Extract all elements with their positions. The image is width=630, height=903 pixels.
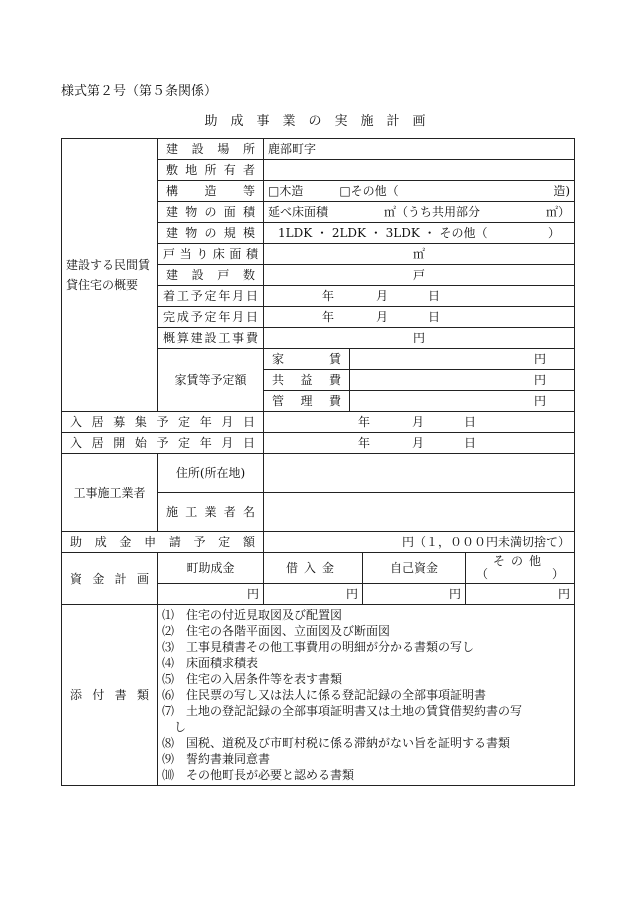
structure-suffix: 造): [553, 184, 571, 198]
start-date-label: 着工予定年月日: [158, 286, 264, 307]
cost-unit: 円: [413, 331, 426, 345]
contractor-address-value[interactable]: [264, 454, 575, 493]
start-year: 年: [322, 289, 335, 303]
land-owner-value[interactable]: [264, 160, 575, 181]
funding-unit: 円: [246, 587, 259, 601]
recruit-month: 月: [412, 415, 425, 429]
attachment-item: ⑹ 住民票の写し又は法人に係る登記記録の全部事項証明書: [162, 688, 487, 702]
area-unit: ㎡（うち共用部分: [384, 205, 481, 219]
funding-own-value[interactable]: [363, 584, 466, 605]
funding-other-paren-open: （: [476, 567, 489, 581]
move-in-year: 年: [358, 436, 371, 450]
plan-table: [61, 138, 575, 786]
structure-label: 構造等: [158, 181, 264, 202]
management-fee-unit: 円: [534, 394, 547, 408]
form-title: 助成事業の実施計画: [204, 114, 439, 129]
complete-day: 日: [428, 310, 441, 324]
funding-loan-value[interactable]: [264, 584, 363, 605]
unit-area-label: 戸当り床面積: [158, 244, 264, 265]
units-unit: 戸: [413, 268, 426, 282]
form-number: 様式第２号（第５条関係）: [61, 84, 218, 99]
start-date-value[interactable]: [264, 286, 575, 307]
contractor-name-label: 施工業者名: [158, 493, 264, 532]
move-in-month: 月: [412, 436, 425, 450]
cost-value[interactable]: [264, 328, 575, 349]
location-value[interactable]: 鹿部町字: [264, 139, 575, 160]
funding-unit: 円: [558, 587, 571, 601]
attachments-list: [158, 605, 575, 786]
funding-col-town-grant: 町助成金: [158, 553, 264, 584]
start-month: 月: [376, 289, 389, 303]
common-fee-unit: 円: [534, 373, 547, 387]
complete-date-value[interactable]: [264, 307, 575, 328]
recruit-year: 年: [358, 415, 371, 429]
structure-other-checkbox[interactable]: □その他（: [339, 184, 399, 198]
funding-col-loan: 借入金: [264, 553, 363, 584]
complete-year: 年: [322, 310, 335, 324]
structure-wood-checkbox[interactable]: □木造: [268, 184, 304, 198]
move-in-date-label: 入居開始予定年月日: [62, 433, 264, 454]
scale-end: ）: [548, 226, 561, 240]
complete-month: 月: [376, 310, 389, 324]
area-unit-end: ㎡）: [546, 205, 571, 219]
grant-value[interactable]: 円（１，０００円未満切捨て）: [264, 532, 575, 553]
scale-label: 建物の規模: [158, 223, 264, 244]
complete-date-label: 完成予定年月日: [158, 307, 264, 328]
attachment-item: ⑸ 住宅の入居条件等を表す書類: [162, 672, 343, 686]
land-owner-label: 敷地所有者: [158, 160, 264, 181]
area-label: 建物の面積: [158, 202, 264, 223]
cost-label: 概算建設工事費: [158, 328, 264, 349]
structure-value[interactable]: [264, 181, 575, 202]
contractor-name-value[interactable]: [264, 493, 575, 532]
management-fee-label: 管理費: [264, 391, 350, 412]
attachment-item: ⑶ 工事見積書その他工事費用の明細が分かる書類の写し: [162, 640, 475, 654]
funding-other-label: その他: [493, 554, 548, 568]
funding-unit: 円: [448, 587, 461, 601]
recruit-day: 日: [464, 415, 477, 429]
attachment-item: し: [162, 720, 187, 734]
funding-label: 資金計画: [62, 553, 158, 605]
common-fee-label: 共益費: [264, 370, 350, 391]
attachments-label: 添付書類: [62, 605, 158, 786]
funding-unit: 円: [345, 587, 358, 601]
area-total-label: 延べ床面積: [268, 205, 329, 219]
start-day: 日: [428, 289, 441, 303]
attachment-item: ⑴ 住宅の付近見取図及び配置図: [162, 608, 343, 622]
rent-item-label: 家賃: [264, 349, 350, 370]
unit-area-value[interactable]: [264, 244, 575, 265]
units-value[interactable]: [264, 265, 575, 286]
move-in-date-value[interactable]: [264, 433, 575, 454]
contractor-label: 工事施工業者: [62, 454, 158, 532]
attachment-item: ⑻ 国税、道税及び市町村税に係る滞納がない旨を証明する書類: [162, 736, 511, 750]
area-value[interactable]: [264, 202, 575, 223]
funding-town-grant-value[interactable]: [158, 584, 264, 605]
scale-value[interactable]: [264, 223, 575, 244]
unit-area-unit: ㎡: [413, 247, 426, 261]
funding-other-value[interactable]: [466, 584, 575, 605]
funding-col-other: [466, 553, 575, 584]
location-label: 建設場所: [158, 139, 264, 160]
recruit-date-label: 入居募集予定年月日: [62, 412, 264, 433]
funding-other-paren-close: ）: [552, 567, 565, 581]
management-fee-value[interactable]: [350, 391, 575, 412]
funding-col-own: 自己資金: [363, 553, 466, 584]
rent-item-value[interactable]: [350, 349, 575, 370]
units-label: 建設戸数: [158, 265, 264, 286]
rent-unit: 円: [534, 352, 547, 366]
move-in-day: 日: [464, 436, 477, 450]
overview-section-label: 建設する民間賃貸住宅の概要: [62, 139, 158, 412]
common-fee-value[interactable]: [350, 370, 575, 391]
attachment-item: ⑺ 土地の登記記録の全部事項証明書又は土地の賃貸借契約書の写: [162, 704, 523, 718]
recruit-date-value[interactable]: [264, 412, 575, 433]
attachment-item: ⑼ 誓約書兼同意書: [162, 752, 271, 766]
scale-options: 1LDK ・ 2LDK ・ 3LDK ・ その他（: [278, 226, 488, 240]
contractor-address-label: 住所(所在地): [158, 454, 264, 493]
attachment-item: ⑽ その他町長が必要と認める書類: [162, 768, 355, 782]
grant-label: 助成金申請予定額: [62, 532, 264, 553]
attachment-item: ⑷ 床面積求積表: [162, 656, 259, 670]
rent-label: 家賃等予定額: [158, 349, 264, 412]
attachment-item: ⑵ 住宅の各階平面図、立面図及び断面図: [162, 624, 391, 638]
